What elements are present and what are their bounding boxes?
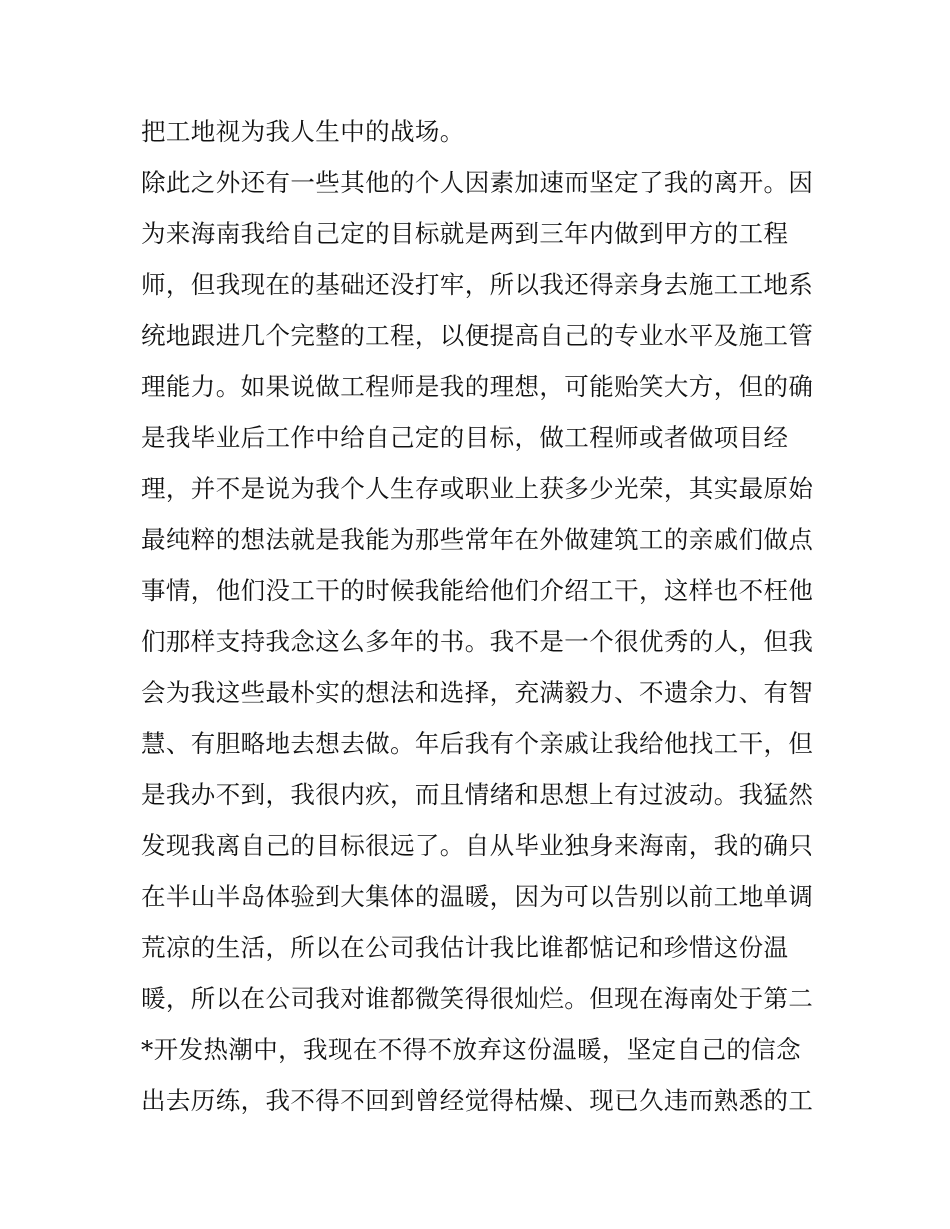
text-line: 为来海南我给自己定的目标就是两到三年内做到甲方的工程 xyxy=(141,219,789,248)
text-line: 出去历练，我不得不回到曾经觉得枯燥、现已久违而熟悉的工 xyxy=(141,1086,814,1115)
text-line: 在半山半岛体验到大集体的温暖，因为可以告别以前工地单调 xyxy=(141,882,814,911)
text-line: 最纯粹的想法就是我能为那些常年在外做建筑工的亲戚们做点 xyxy=(141,525,814,554)
text-line: 师，但我现在的基础还没打牢，所以我还得亲身去施工工地系 xyxy=(141,270,814,299)
text-line: 会为我这些最朴实的想法和选择，充满毅力、不遗余力、有智 xyxy=(141,678,814,707)
text-line: 事情，他们没工干的时候我能给他们介绍工干，这样也不枉他 xyxy=(141,576,814,605)
text-line: 把工地视为我人生中的战场。 xyxy=(141,117,465,146)
text-line: 发现我离自己的目标很远了。自从毕业独身来海南，我的确只 xyxy=(141,831,814,860)
text-line: *开发热潮中，我现在不得不放弃这份温暖，坚定自己的信念 xyxy=(141,1035,802,1064)
text-line: 荒凉的生活，所以在公司我估计我比谁都惦记和珍惜这份温 xyxy=(141,933,789,962)
text-line: 理能力。如果说做工程师是我的理想，可能贻笑大方，但的确 xyxy=(141,372,814,401)
text-line: 慧、有胆略地去想去做。年后我有个亲戚让我给他找工干，但 xyxy=(141,729,814,758)
text-line: 统地跟进几个完整的工程，以便提高自己的专业水平及施工管 xyxy=(141,321,814,350)
text-line: 理，并不是说为我个人生存或职业上获多少光荣，其实最原始 xyxy=(141,474,814,503)
text-line: 除此之外还有一些其他的个人因素加速而坚定了我的离开。因 xyxy=(141,168,814,197)
text-line: 是我毕业后工作中给自己定的目标，做工程师或者做项目经 xyxy=(141,423,789,452)
body-text xyxy=(141,106,821,1126)
text-line: 是我办不到，我很内疚，而且情绪和思想上有过波动。我猛然 xyxy=(141,780,814,809)
text-line: 暖，所以在公司我对谁都微笑得很灿烂。但现在海南处于第二 xyxy=(141,984,814,1013)
text-line: 们那样支持我念这么多年的书。我不是一个很优秀的人，但我 xyxy=(141,627,814,656)
